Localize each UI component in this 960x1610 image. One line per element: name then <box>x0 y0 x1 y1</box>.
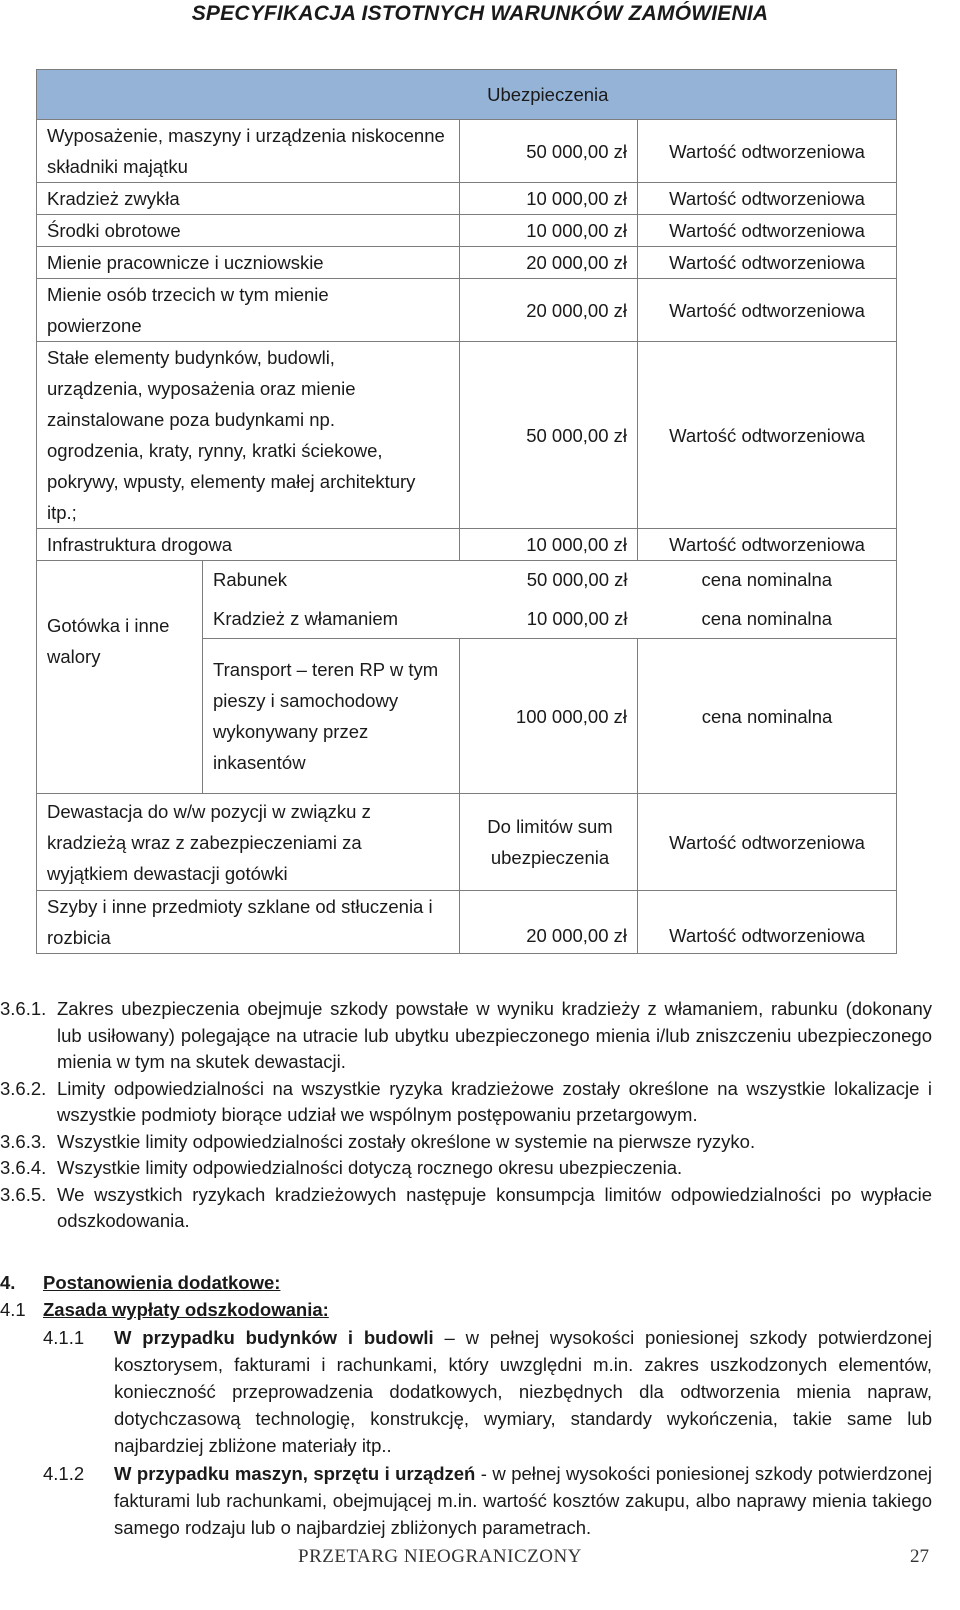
header-empty-cell <box>37 70 460 120</box>
note-number: 3.6.2. <box>0 1077 47 1099</box>
table-header-label: Ubezpieczenia <box>460 70 897 120</box>
note-item <box>0 996 932 1076</box>
note-number: 3.6.5. <box>0 1183 47 1205</box>
section-heading-4: 4. Postanowienia dodatkowe: <box>0 1272 281 1293</box>
table-row <box>37 215 897 247</box>
note-number: 3.6.4. <box>0 1157 47 1178</box>
table-row <box>37 794 897 891</box>
table-row <box>37 342 897 529</box>
row-amount: 100 000,00 zł <box>460 639 638 794</box>
row-amount: 10 000,00 zł <box>460 215 638 247</box>
clause-number: 4.1.2 <box>43 1463 85 1484</box>
row-name: Kradzież zwykła <box>37 183 460 215</box>
table-row <box>37 529 897 561</box>
note-item <box>0 1129 932 1156</box>
row-amount: 10 000,00 zł <box>460 599 638 639</box>
row-valuation: cena nominalna <box>638 599 897 639</box>
clause-text: W przypadku budynków i budowli – w pełnej wysokości poniesionej szkody potwierdzonej kosztorysem, fakturami i rachunkami, który uwzględni m.in. zakres uszkodzonych elementów, konieczność przeprowadzenia dodatkowych, niezbędnych dla odtworzenia mienia napraw, dotychczasową technologię, konstrukcję, wymiary, standardy wykończenia, takie same lub najbardziej zbliżone materiały itp.. <box>114 1327 932 1456</box>
footer-label: PRZETARG NIEOGRANICZONY <box>298 1546 582 1567</box>
note-text: Wszystkie limity odpowiedzialności zostały określone w systemie na pierwsze ryzyko. <box>57 1130 756 1152</box>
row-valuation: Wartość odtworzeniowa <box>638 279 897 342</box>
clause-4-1-2 <box>43 1460 932 1541</box>
row-name: Dewastacja do w/w pozycji w związku z kradzieżą wraz z zabezpieczeniami za wyjątkiem dewastacji gotówki <box>37 794 460 891</box>
row-name: Wyposażenie, maszyny i urządzenia niskocenne składniki majątku <box>37 120 460 183</box>
note-number: 3.6.3. <box>0 1130 47 1152</box>
clause-number: 4.1.1 <box>43 1327 85 1348</box>
row-name: Stałe elementy budynków, budowli, urządzenia, wyposażenia oraz mienie zainstalowane poza budynkami np. ogrodzenia, kraty, rynny, kratki ściekowe, pokrywy, wpusty, elementy małej architektury itp.; <box>37 342 460 529</box>
row-amount: Do limitów sum ubezpieczenia <box>460 794 638 891</box>
clause-4-1-1 <box>43 1324 932 1459</box>
row-amount: 50 000,00 zł <box>460 561 638 599</box>
insurance-table <box>36 69 897 954</box>
row-amount: 50 000,00 zł <box>460 120 638 183</box>
row-valuation: cena nominalna <box>638 561 897 599</box>
row-valuation: Wartość odtworzeniowa <box>638 891 897 954</box>
table-row <box>37 891 897 954</box>
row-name: Transport – teren RP w tym pieszy i samochodowy wykonywany przez inkasentów <box>203 639 460 794</box>
note-number: 3.6.1. <box>0 998 47 1019</box>
cash-group-label: Gotówka i inne walory <box>37 561 203 794</box>
row-amount: 10 000,00 zł <box>460 529 638 561</box>
row-name: Rabunek <box>203 561 460 599</box>
row-name: Mienie osób trzecich w tym mienie powierzone <box>37 279 460 342</box>
note-item <box>0 1155 932 1182</box>
clause-text: W przypadku maszyn, sprzętu i urządzeń - w pełnej wysokości poniesionej szkody potwierdzonej fakturami lub rachunkami, obejmującej m.in. wartość kosztów zakupu, albo naprawy mienia takiego samego rodzaju lub o najbardziej zbliżonych parametrach. <box>114 1463 933 1538</box>
note-text: Limity odpowiedzialności na wszystkie ryzyka kradzieżowe zostały określone na wszystkie lokalizacje i wszystkie podmioty biorące udział we wspólnym postępowaniu przetargowym. <box>57 1077 932 1125</box>
row-amount: 20 000,00 zł <box>460 279 638 342</box>
row-name: Infrastruktura drogowa <box>37 529 460 561</box>
row-valuation: Wartość odtworzeniowa <box>638 215 897 247</box>
table-row <box>37 279 897 342</box>
row-amount: 20 000,00 zł <box>460 891 638 954</box>
row-valuation: Wartość odtworzeniowa <box>638 183 897 215</box>
note-text: Wszystkie limity odpowiedzialności dotyczą rocznego okresu ubezpieczenia. <box>57 1157 683 1178</box>
row-amount: 10 000,00 zł <box>460 183 638 215</box>
page-number: 27 <box>910 1546 929 1567</box>
row-valuation: Wartość odtworzeniowa <box>638 247 897 279</box>
row-name: Mienie pracownicze i uczniowskie <box>37 247 460 279</box>
note-item <box>0 1182 932 1235</box>
note-text: Zakres ubezpieczenia obejmuje szkody powstałe w wyniku kradzieży z włamaniem, rabunku (dokonany lub usiłowany) polegające na utracie lub ubytku ubezpieczonego mienia i/lub zniszczeniu ubezpieczonego mienia w tym na skutek dewastacji. <box>57 998 932 1072</box>
table-row <box>37 183 897 215</box>
note-item <box>0 1076 932 1129</box>
row-valuation: Wartość odtworzeniowa <box>638 120 897 183</box>
table-row <box>37 120 897 183</box>
row-valuation: Wartość odtworzeniowa <box>638 794 897 891</box>
row-name: Środki obrotowe <box>37 215 460 247</box>
row-valuation: cena nominalna <box>638 639 897 794</box>
row-valuation: Wartość odtworzeniowa <box>638 529 897 561</box>
note-text: We wszystkich ryzykach kradzieżowych następuje konsumpcja limitów odpowiedzialności po wypłacie odszkodowania. <box>57 1183 932 1231</box>
row-name: Szyby i inne przedmioty szklane od stłuczenia i rozbicia <box>37 891 460 954</box>
row-amount: 20 000,00 zł <box>460 247 638 279</box>
table-row <box>37 247 897 279</box>
row-amount: 50 000,00 zł <box>460 342 638 529</box>
row-valuation: Wartość odtworzeniowa <box>638 342 897 529</box>
table-header-row <box>37 70 897 120</box>
table-row <box>37 561 897 599</box>
notes-list <box>0 996 932 1235</box>
section-heading-4-1: 4.1 Zasada wypłaty odszkodowania: <box>0 1299 329 1320</box>
row-name: Kradzież z włamaniem <box>203 599 460 639</box>
page-title: SPECYFIKACJA ISTOTNYCH WARUNKÓW ZAMÓWIENIA <box>191 2 769 25</box>
